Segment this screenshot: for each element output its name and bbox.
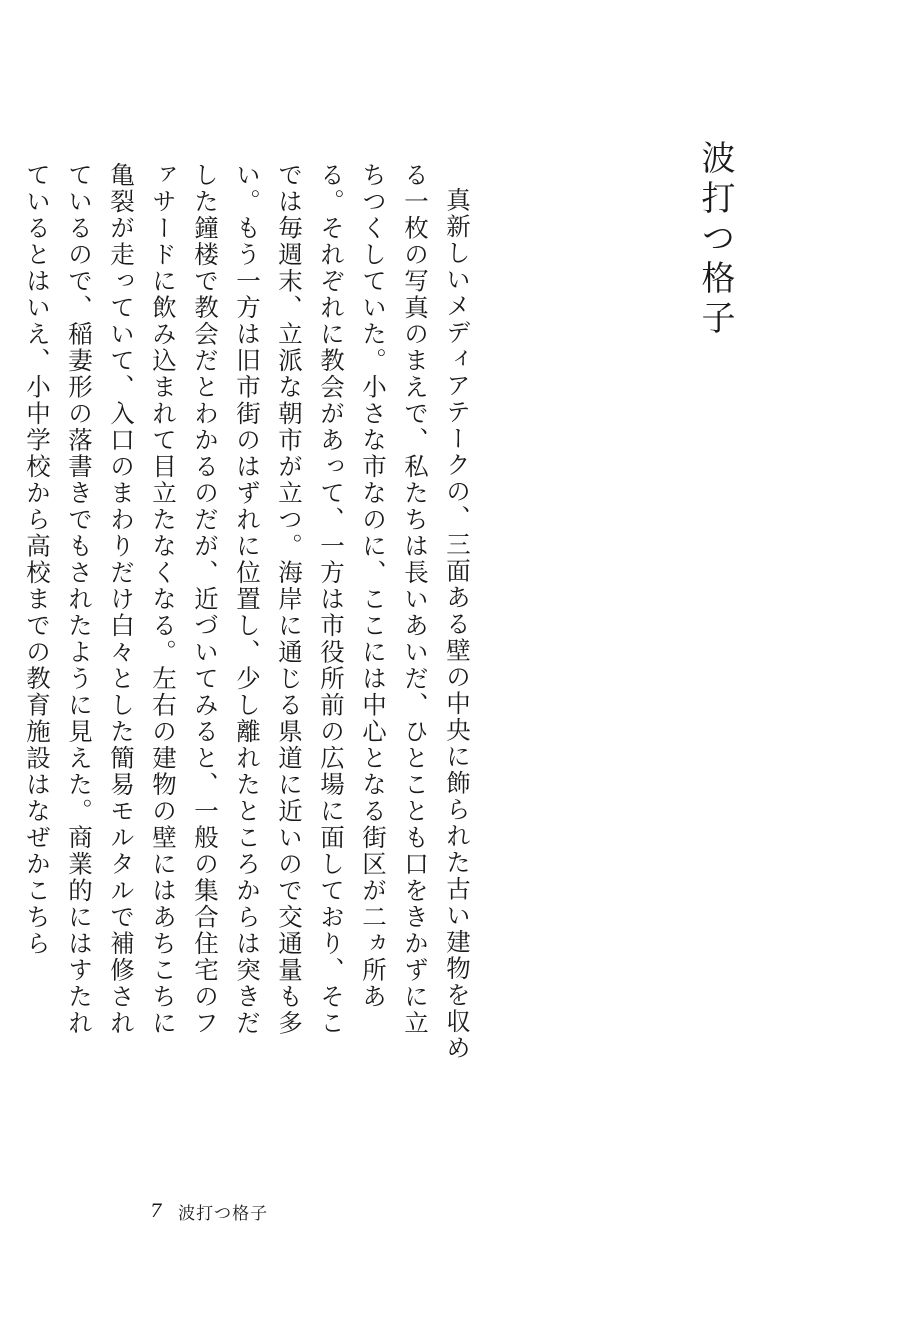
page-footer [150, 1196, 268, 1226]
page-number: 7 [150, 1200, 163, 1222]
chapter-title: 波打つ格子 [695, 140, 735, 340]
running-head: 波打つ格子 [178, 1203, 269, 1224]
body-paragraph: 真新しいメディアテークの、三面ある壁の中央に飾られた古い建物を収める一枚の写真のまえで、私たちは長いあいだ、ひとことも口をきかずに立ちつくしていた。小さな市なのに、ここには中心となる街区が二ヵ所ある。それぞれに教会があって、一方は市役所前の広場に面しており、そこでは毎週末、立派な朝市が立つ。海岸に通じる県道に近いので交通量も多い。もう一方は旧市街のはずれに位置し、少し離れたところからは突きだした鐘楼で教会だとわかるのだが、近づいてみると、一般の集合住宅のファサードに飲み込まれて目立たなくなる。左右の建物の壁にはあちこちに亀裂が走っていて、入口のまわりだけ白々とした簡易モルタルで補修されているので、稲妻形の落書きでもされたように見えた。商業的にはすたれているとはいえ、小中学校から高校までの教育施設はなぜかこちら [23, 162, 472, 1061]
body-text [23, 162, 478, 1062]
